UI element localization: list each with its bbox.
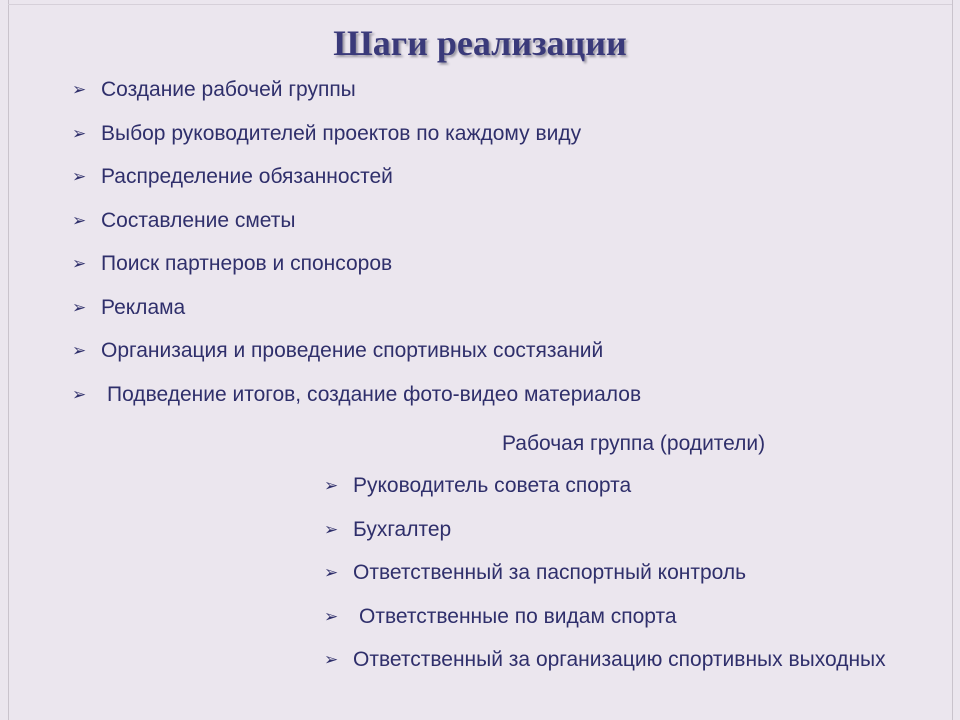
step-item — [72, 207, 641, 251]
arrow-bullet-icon: ➢ — [72, 123, 87, 144]
group-item-text: Ответственные по видам спорта — [359, 604, 677, 628]
group-item — [324, 516, 886, 560]
working-group-title: Рабочая группа (родители) — [502, 432, 766, 455]
slide-border-right — [952, 0, 953, 720]
step-item — [72, 294, 641, 338]
step-item — [72, 120, 641, 164]
step-item — [72, 381, 641, 425]
arrow-bullet-icon: ➢ — [324, 476, 339, 496]
step-text: Поиск партнеров и спонсоров — [101, 252, 393, 275]
group-item — [324, 472, 886, 516]
arrow-bullet-icon: ➢ — [324, 606, 339, 627]
group-item — [324, 559, 886, 603]
group-item — [324, 603, 886, 647]
group-item-text: Руководитель совета спорта — [353, 474, 632, 497]
arrow-bullet-icon: ➢ — [324, 563, 339, 583]
working-group-list — [324, 472, 886, 690]
arrow-bullet-icon: ➢ — [72, 210, 87, 231]
step-item — [72, 250, 641, 294]
step-text: Выбор руководителей проектов по каждому виду — [101, 121, 582, 145]
step-item — [72, 337, 641, 381]
arrow-bullet-icon: ➢ — [324, 650, 339, 670]
group-item-text: Бухгалтер — [353, 517, 452, 541]
arrow-bullet-icon: ➢ — [72, 341, 87, 361]
arrow-bullet-icon: ➢ — [72, 384, 87, 405]
slide-title: Шаги реализации — [333, 23, 627, 63]
arrow-bullet-icon: ➢ — [72, 254, 87, 274]
slide-border-left — [8, 0, 9, 720]
group-item — [324, 646, 886, 690]
step-text: Распределение обязанностей — [101, 165, 393, 188]
step-item — [72, 163, 641, 207]
group-item-text: Ответственный за организацию спортивных выходных — [353, 648, 886, 671]
arrow-bullet-icon: ➢ — [72, 80, 87, 100]
step-text: Подведение итогов, создание фото-видео материалов — [107, 382, 642, 406]
step-text: Создание рабочей группы — [101, 78, 356, 101]
step-text: Реклама — [101, 295, 186, 319]
arrow-bullet-icon: ➢ — [72, 297, 87, 318]
step-text: Составление сметы — [101, 208, 296, 232]
arrow-bullet-icon: ➢ — [72, 167, 87, 187]
step-text: Организация и проведение спортивных состязаний — [101, 339, 604, 362]
slide-border-top — [8, 4, 952, 5]
group-item-text: Ответственный за паспортный контроль — [353, 561, 747, 584]
implementation-steps-list — [72, 76, 641, 424]
step-item — [72, 76, 641, 120]
arrow-bullet-icon: ➢ — [324, 519, 339, 540]
